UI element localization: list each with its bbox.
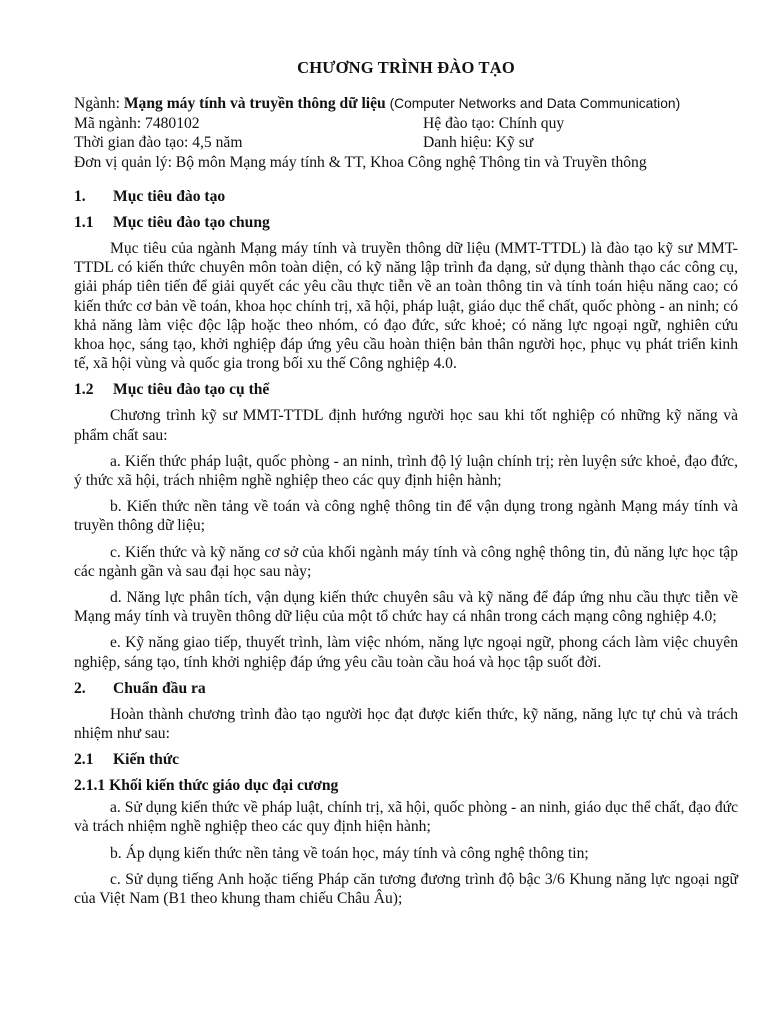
document-title: CHƯƠNG TRÌNH ĐÀO TẠO [297, 58, 515, 77]
section-title: Mục tiêu đào tạo cụ thể [113, 381, 270, 399]
program-info [74, 94, 738, 172]
section-1-1-heading [74, 213, 738, 232]
training-system: Hệ đào tạo: Chính quy [423, 114, 565, 132]
section-2-heading [74, 679, 738, 698]
major-name: Mạng máy tính và truyền thông dữ liệu [123, 95, 386, 112]
objective-item-b: b. Kiến thức nền tảng về toán và công nghệ thông tin để vận dụng trong ngành Mạng máy tính và truyền thông dữ liệu; [74, 498, 738, 535]
major-line [74, 94, 738, 114]
managing-unit: Đơn vị quản lý: Bộ môn Mạng máy tính & TT, Khoa Công nghệ Thông tin và Truyền thông [74, 153, 647, 171]
section-title: Kiến thức [113, 751, 180, 769]
info-row-1 [74, 114, 738, 134]
section-number: 2. [74, 679, 86, 697]
major-label: Ngành: [74, 95, 124, 112]
major-code: Mã ngành: 7480102 [74, 114, 200, 132]
knowledge-item-b: b. Áp dụng kiến thức nền tảng về toán học, máy tính và công nghệ thông tin; [110, 844, 589, 862]
specific-objective-intro: Chương trình kỹ sư MMT-TTDL định hướng người học sau khi tốt nghiệp có những kỹ năng và phẩm chất sau: [74, 407, 738, 444]
section-2-1-heading [74, 750, 738, 769]
learning-outcomes-intro: Hoàn thành chương trình đào tạo người học đạt được kiến thức, kỹ năng, năng lực tự chủ và trách nhiệm như sau: [74, 705, 738, 743]
training-duration: Thời gian đào tạo: 4,5 năm [74, 134, 243, 151]
section-title: Mục tiêu đào tạo [113, 188, 226, 205]
section-1-heading [74, 187, 738, 206]
objective-item-c: c. Kiến thức và kỹ năng cơ sở của khối ngành máy tính và công nghệ thông tin, đủ năng lực học tập các ngành gần và sau đại học sau này; [74, 543, 738, 580]
objective-item-e: e. Kỹ năng giao tiếp, thuyết trình, làm việc nhóm, năng lực ngoại ngữ, phong cách làm việc chuyên nghiệp, sáng tạo, tính khởi nghiệp đáp ứng yêu cầu toàn cầu hoá và học tập suốt đời. [74, 634, 738, 671]
section-number: 1.1 [74, 214, 94, 231]
major-english-name: (Computer Networks and Data Communication) [385, 96, 681, 111]
knowledge-item-a: a. Sử dụng kiến thức về pháp luật, chính trị, xã hội, quốc phòng - an ninh, giáo dục thể chất, đạo đức và trách nhiệm nghề nghiệp theo các quy định hiện hành; [74, 799, 738, 836]
section-1-2-heading [74, 380, 738, 399]
section-title: Chuẩn đầu ra [113, 679, 206, 697]
objective-item-a: a. Kiến thức pháp luật, quốc phòng - an ninh, trình độ lý luận chính trị; rèn luyện sức khoẻ, đạo đức, ý thức xã hội, trách nhiệm nghề nghiệp theo các quy định hiện hành; [74, 452, 738, 490]
general-objective-paragraph: Mục tiêu của ngành Mạng máy tính và truyền thông dữ liệu (MMT-TTDL) là đào tạo kỹ sư MMT-TTDL có kiến thức chuyên môn toàn diện, có kỹ năng lập trình đa dạng, sử dụng thành thạo các công cụ, giải pháp tiên tiến để giải quyết các yêu cầu thực tiễn về an toàn thông tin và tính toán hiệu năng cao; có kiến thức cơ bản về toán, khoa học chính trị, xã hội, pháp luật, giáo dục thể chất, quốc phòng - an ninh; có khả năng làm việc độc lập hoặc theo nhóm, có đạo đức, sức khoẻ; có năng lực ngoại ngữ, nghiên cứu khoa học, sáng tạo, khởi nghiệp đáp ứng yêu cầu hoàn thiện bản thân người học, phục vụ phát triển kinh tế, xã hội vùng và quốc gia trong bối xu thế Công nghiệp 4.0. [74, 240, 738, 373]
section-number: 2.1 [74, 751, 94, 769]
section-number: 1. [74, 188, 86, 205]
section-title: Mục tiêu đào tạo chung [113, 214, 270, 231]
section-number: 1.2 [74, 381, 94, 399]
knowledge-item-c: c. Sử dụng tiếng Anh hoặc tiếng Pháp căn tương đương trình độ bậc 3/6 Khung năng lực ngoại ngữ của Việt Nam (B1 theo khung tham chiếu Châu Âu); [74, 870, 738, 908]
info-row-2 [74, 133, 738, 153]
degree-title: Danh hiệu: Kỹ sư [423, 134, 534, 151]
objective-item-d: d. Năng lực phân tích, vận dụng kiến thức chuyên sâu và kỹ năng để đáp ứng nhu cầu thực tiễn về Mạng máy tính và truyền thông dữ liệu của một tổ chức hay cá nhân trong cách mạng công nghiệp 4.0; [74, 589, 738, 626]
section-2-1-1-heading: 2.1.1 Khối kiến thức giáo dục đại cương [74, 777, 339, 795]
